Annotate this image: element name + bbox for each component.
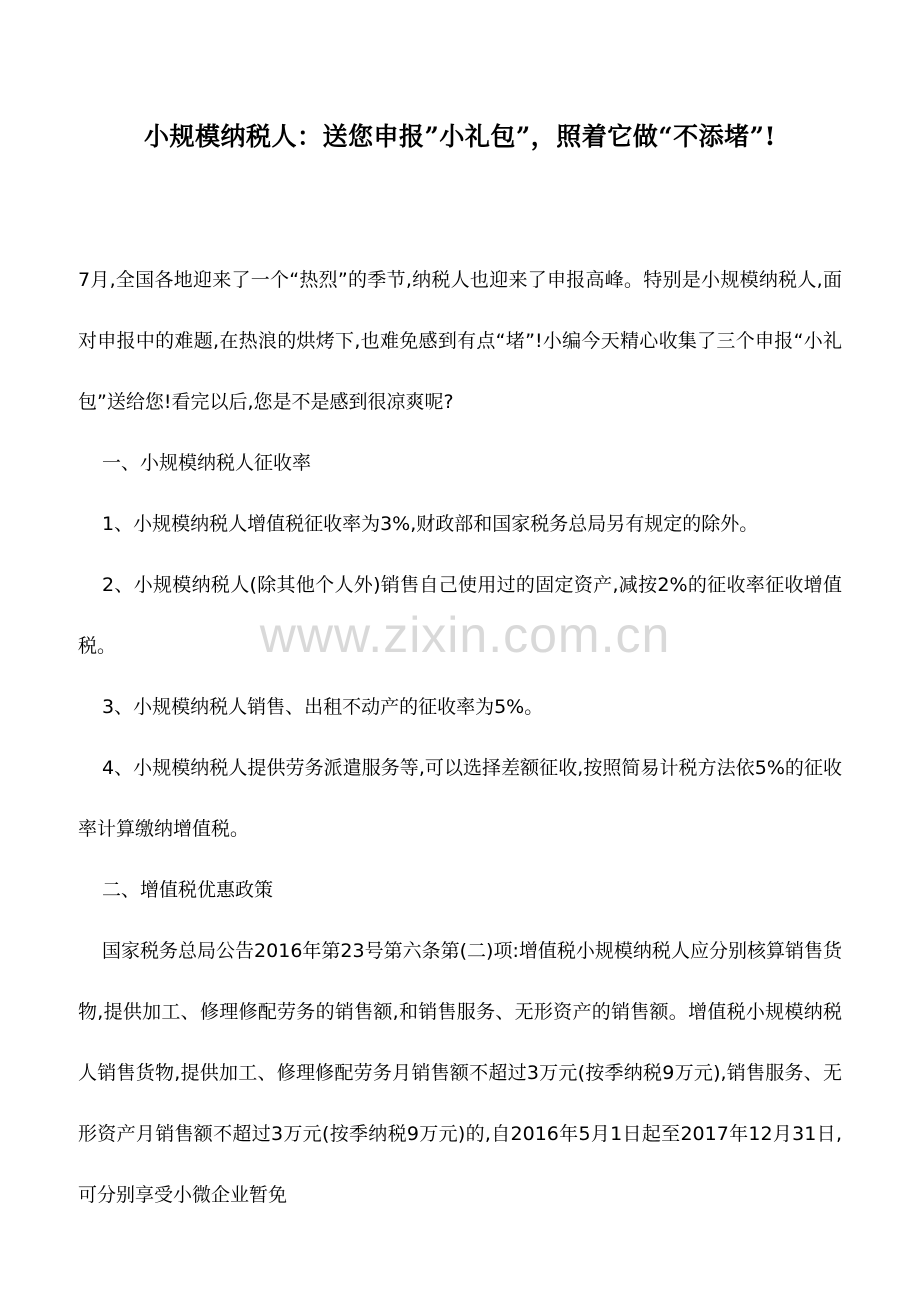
section-heading-2: 二、增值税优惠政策 (102, 879, 274, 901)
document-title: 小规模纳税人：送您申报”小礼包”，照着它做“不添堵”! (144, 122, 776, 151)
list-item-3: 3、小规模纳税人销售、出租不动产的征收率为5%。 (102, 696, 544, 718)
section-heading-1: 一、小规模纳税人征收率 (102, 452, 312, 474)
list-item-2: 2、小规模纳税人(除其他个人外)销售自己使用过的固定资产,减按2%的征收率征收增值税。 (78, 574, 842, 657)
list-item-4: 4、小规模纳税人提供劳务派遣服务等,可以选择差额征收,按照简易计税方法依5%的征收率计算缴纳增值税。 (78, 757, 842, 840)
intro-paragraph: 7月,全国各地迎来了一个“热烈”的季节,纳税人也迎来了申报高峰。特别是小规模纳税人,面对申报中的难题,在热浪的烘烤下,也难免感到有点“堵”!小编今天精心收集了三个申报“小礼包”送给您!看完以后,您是不是感到很凉爽呢? (78, 269, 842, 413)
policy-paragraph: 国家税务总局公告2016年第23号第六条第(二)项:增值税小规模纳税人应分别核算销售货物,提供加工、修理修配劳务的销售额,和销售服务、无形资产的销售额。增值税小规模纳税人销售货物,提供加工、修理修配劳务月销售额不超过3万元(按季纳税9万元),销售服务、无形资产月销售额不超过3万元(按季纳税9万元)的,自2016年5月1日起至2017年12月31日,可分别享受小微企业暂免 (78, 940, 842, 1206)
list-item-1: 1、小规模纳税人增值税征收率为3%,财政部和国家税务总局另有规定的除外。 (102, 513, 759, 535)
document-body (78, 250, 842, 1226)
watermark-text: www.zixin.com.cn (259, 607, 671, 663)
